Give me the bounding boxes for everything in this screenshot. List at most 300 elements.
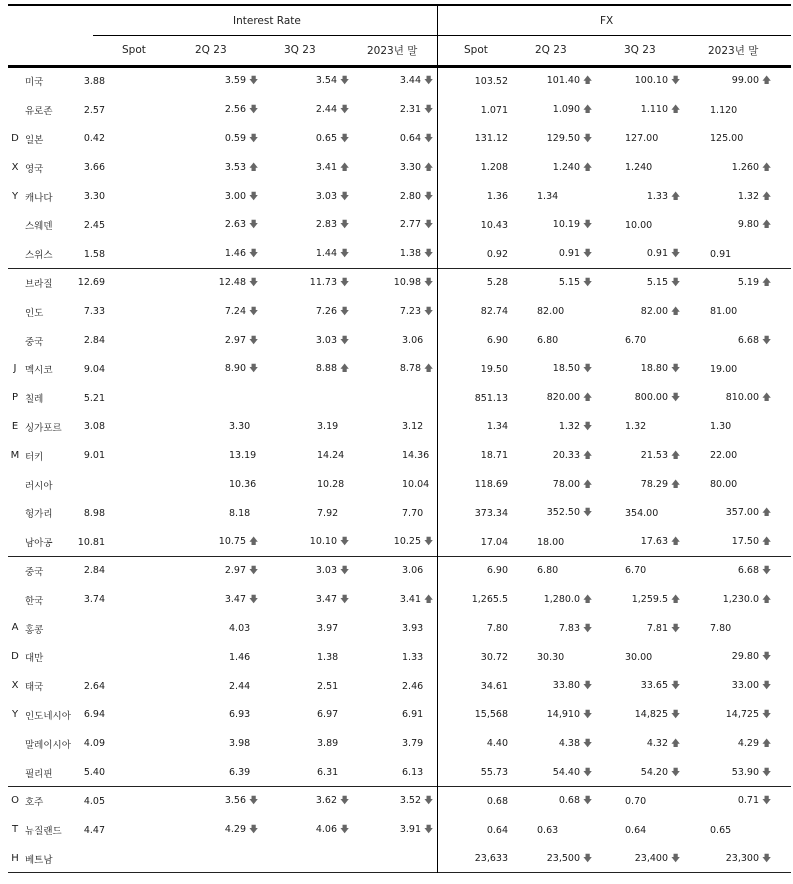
ir-cell-2 [310,275,349,291]
table-row [8,701,791,730]
fx-cell-3 [732,73,771,89]
arrow-down-icon: 🡇 [249,565,259,576]
arrow-down-icon: 🡇 [249,594,259,605]
table-bottom-rule [8,872,791,873]
cell-value: 10.75 [218,536,246,548]
arrow-down-icon: 🡇 [762,335,772,346]
cell-value: 127.00 [625,133,659,145]
fx-cell-0 [481,537,508,548]
cell-value: 6.68 [737,334,759,346]
cell-value: 1.33 [646,190,668,202]
arrow-down-icon: 🡇 [249,191,259,202]
arrow-up-icon: 🡅 [583,450,593,461]
cell-value: 1.38 [399,248,421,260]
fx-cell-3 [710,249,731,260]
country-name: 필리핀 [25,768,53,780]
ir-cell-2 [316,793,349,809]
fx-cell-1 [553,477,592,493]
fx-cell-3 [726,707,771,723]
cell-value: 7.70 [402,507,424,519]
arrow-down-icon: 🡇 [583,277,593,288]
cell-value: 352.50 [546,507,580,519]
fx-cell-2 [647,189,680,205]
cell-value: 53.90 [731,766,759,778]
header-bottom-rule [8,65,791,68]
arrow-down-icon: 🡇 [424,249,434,260]
cell-value: 3.08 [83,421,105,433]
group-label-letter: D [11,651,19,663]
cell-value: 2.44 [315,104,337,116]
cell-value: 6.90 [486,335,508,347]
ir-cell-3 [402,335,423,346]
ir-cell-0 [84,162,105,173]
table-row [8,643,791,672]
arrow-up-icon: 🡅 [583,594,593,605]
cell-value: 1.120 [710,104,738,116]
ir-cell-1 [229,709,250,720]
ir-cell-0 [84,105,105,116]
rates-fx-table [8,4,791,866]
table-row [8,729,791,758]
arrow-up-icon: 🡅 [671,537,681,548]
group-label-letter: A [11,622,19,634]
fx-cell-1 [559,419,592,435]
table-row [8,470,791,499]
cell-value: 54.20 [640,766,668,778]
cell-value: 9.80 [737,219,759,231]
country-name: 베트남 [25,854,53,866]
cell-value: 78.00 [552,478,580,490]
ir-cell-0 [84,508,105,519]
ir-cell-2 [317,508,338,519]
arrow-up-icon: 🡅 [249,537,259,548]
fx-cell-2 [635,73,680,89]
arrow-up-icon: 🡅 [762,162,772,173]
cell-value: 0.91 [710,248,732,260]
group-label-letter: E [11,421,19,432]
arrow-down-icon: 🡇 [424,796,434,807]
fx-cell-1 [553,361,592,377]
country-name: 대만 [25,653,44,665]
ir-cell-3 [400,361,433,377]
arrow-up-icon: 🡅 [424,364,434,375]
fx-cell-1 [547,707,592,723]
cell-value: 3.59 [224,75,246,87]
cell-value: 55.73 [480,767,508,779]
group-label-letter: X [11,680,19,692]
fx-cell-2 [625,565,646,576]
cell-value: 1.090 [552,104,580,116]
fx-cell-1 [547,131,592,147]
fx-cell-3 [738,563,771,579]
arrow-down-icon: 🡇 [249,277,259,288]
cell-value: 18.50 [552,363,580,375]
cell-value: 82.00 [640,305,668,317]
arrow-up-icon: 🡅 [762,537,772,548]
cell-value: 800.00 [634,392,668,404]
cell-value: 81.00 [710,306,738,318]
cell-value: 99.00 [731,75,759,87]
cell-value: 7.26 [315,305,337,317]
cell-value: 3.30 [229,421,251,433]
fx-cell-2 [625,335,646,346]
fx-cell-0 [487,335,508,346]
ir-cell-2 [317,709,338,720]
cell-value: 1.36 [486,191,508,203]
cell-value: 4.09 [83,738,105,750]
cell-value: 0.65 [315,132,337,144]
cell-value: 5.40 [83,767,105,779]
ir-cell-2 [316,563,349,579]
country-name: 칠레 [25,394,44,406]
fx-cell-3 [732,649,771,665]
cell-value: 3.30 [399,161,421,173]
ir-cell-0 [84,767,105,778]
ir-cell-0 [84,681,105,692]
arrow-down-icon: 🡇 [340,335,350,346]
fx-cell-3 [732,678,771,694]
ir-cell-2 [316,333,349,349]
fx-cell-0 [475,709,508,720]
cell-value: 2.31 [399,104,421,116]
fx-cell-0 [481,220,508,231]
fx-cell-1 [559,621,592,637]
cell-value: 3.88 [83,75,105,87]
section-title-interest-rate: Interest Rate [233,14,301,27]
fx-cell-2 [635,390,680,406]
cell-value: 1.33 [402,651,424,663]
cell-value: 820.00 [546,392,580,404]
arrow-down-icon: 🡇 [671,623,681,634]
fx-cell-3 [726,390,771,406]
col-fx-ye2023: 2023년 말 [708,44,759,57]
ir-cell-2 [316,73,349,89]
ir-cell-2 [316,361,349,377]
ir-cell-0 [84,796,105,807]
ir-cell-3 [402,450,429,461]
cell-value: 17.63 [640,536,668,548]
cell-value: 78.29 [640,478,668,490]
cell-value: 5.15 [558,276,580,288]
cell-value: 7.80 [486,623,508,635]
table-row [8,384,791,413]
fx-cell-3 [710,364,737,375]
country-name: 중국 [25,566,44,578]
fx-cell-2 [625,220,652,231]
arrow-down-icon: 🡇 [424,191,434,202]
cell-value: 30.30 [537,651,565,663]
fx-cell-2 [625,133,658,144]
ir-cell-3 [400,160,433,176]
cell-value: 8.90 [224,363,246,375]
fx-cell-0 [487,623,508,634]
ir-cell-3 [400,793,433,809]
cell-value: 1.34 [537,191,559,203]
cell-value: 3.12 [402,421,424,433]
arrow-down-icon: 🡇 [671,681,681,692]
cell-value: 30.72 [480,651,508,663]
cell-value: 3.06 [402,565,424,577]
arrow-down-icon: 🡇 [340,537,350,548]
fx-cell-3 [732,765,771,781]
arrow-down-icon: 🡇 [249,133,259,144]
country-name: 홍콩 [25,624,44,636]
cell-value: 2.83 [315,219,337,231]
arrow-up-icon: 🡅 [340,162,350,173]
arrow-up-icon: 🡅 [762,76,772,87]
country-name: 인도네시아 [25,710,71,722]
cell-value: 3.03 [315,334,337,346]
table-row [8,499,791,528]
arrow-down-icon: 🡇 [340,133,350,144]
cell-value: 0.68 [486,795,508,807]
cell-value: 6.90 [486,565,508,577]
cell-value: 3.47 [224,593,246,605]
arrow-down-icon: 🡇 [583,508,593,519]
table-row [8,528,791,557]
ir-cell-3 [402,681,423,692]
country-name: 일본 [25,134,44,146]
fx-cell-2 [647,275,680,291]
fx-cell-2 [641,678,680,694]
ir-cell-1 [225,822,258,838]
country-name: 인도 [25,307,44,319]
col-fx-2q23: 2Q 23 [535,44,567,56]
arrow-down-icon: 🡇 [671,364,681,375]
cell-value: 0.68 [558,795,580,807]
cell-value: 4.29 [224,824,246,836]
fx-cell-2 [641,304,680,320]
fx-cell-3 [732,534,771,550]
ir-cell-2 [316,246,349,262]
arrow-down-icon: 🡇 [583,738,593,749]
fx-cell-1 [553,448,592,464]
group-label-letter: X [11,161,19,173]
arrow-down-icon: 🡇 [583,681,593,692]
arrow-up-icon: 🡅 [424,594,434,605]
cell-value: 1.30 [710,421,732,433]
cell-value: 33.65 [640,680,668,692]
cell-value: 82.74 [480,306,508,318]
cell-value: 23,500 [546,852,580,864]
fx-cell-1 [537,825,558,836]
group-label-letter: D [11,133,19,144]
group-divider [8,268,791,269]
cell-value: 8.88 [315,363,337,375]
fx-cell-2 [625,421,646,432]
ir-cell-0 [84,335,105,346]
cell-value: 10.00 [625,219,653,231]
ir-cell-0 [78,277,105,288]
fx-cell-2 [625,825,646,836]
ir-cell-2 [316,822,349,838]
cell-value: 100.10 [634,75,668,87]
cell-value: 1,230.0 [722,593,759,605]
cell-value: 12.48 [218,276,246,288]
fx-cell-0 [487,796,508,807]
cell-value: 3.79 [402,738,424,750]
fx-cell-0 [481,306,508,317]
ir-cell-2 [316,102,349,118]
cell-value: 8.18 [229,507,251,519]
cell-value: 2.84 [83,565,105,577]
arrow-down-icon: 🡇 [583,421,593,432]
arrow-down-icon: 🡇 [249,364,259,375]
cell-value: 17.04 [480,536,508,548]
country-name: 태국 [25,682,44,694]
fx-cell-2 [641,534,680,550]
ir-cell-3 [400,73,433,89]
fx-cell-3 [710,825,731,836]
group-label-letter: Y [11,190,19,202]
ir-cell-0 [84,306,105,317]
country-name: 호주 [25,797,44,809]
cell-value: 54.40 [552,766,580,778]
cell-value: 6.70 [625,565,647,577]
cell-value: 1.38 [317,651,339,663]
cell-value: 3.06 [402,335,424,347]
arrow-up-icon: 🡅 [583,162,593,173]
country-name: 뉴질랜드 [25,826,62,838]
table-row [8,787,791,816]
fx-cell-0 [475,479,508,490]
fx-cell-0 [487,277,508,288]
fx-cell-0 [481,364,508,375]
cell-value: 0.63 [537,824,559,836]
ir-cell-0 [84,709,105,720]
cell-value: 34.61 [480,680,508,692]
cell-value: 10.81 [77,536,105,548]
arrow-up-icon: 🡅 [583,393,593,404]
cell-value: 5.19 [737,276,759,288]
table-row [8,182,791,211]
cell-value: 82.00 [537,306,565,318]
group-label-letter: J [13,363,17,375]
col-ir-spot: Spot [122,44,146,56]
ir-cell-1 [229,652,250,663]
fx-cell-3 [738,189,771,205]
cell-value: 3.93 [402,623,424,635]
arrow-down-icon: 🡇 [583,853,593,864]
cell-value: 810.00 [725,392,759,404]
cell-value: 1.34 [486,421,508,433]
arrow-down-icon: 🡇 [583,133,593,144]
fx-cell-0 [475,853,508,864]
fx-cell-3 [732,160,771,176]
ir-cell-3 [394,534,433,550]
arrow-up-icon: 🡅 [671,479,681,490]
group-label-letter: H [11,853,19,865]
arrow-up-icon: 🡅 [671,306,681,317]
ir-cell-3 [402,709,423,720]
cell-value: 2.97 [224,334,246,346]
ir-cell-3 [402,767,423,778]
ir-cell-1 [225,131,258,147]
table-row [8,67,791,96]
ir-cell-3 [400,822,433,838]
cell-value: 18.71 [480,450,508,462]
arrow-down-icon: 🡇 [340,796,350,807]
cell-value: 10.28 [317,479,345,491]
arrow-down-icon: 🡇 [762,796,772,807]
ir-cell-1 [229,508,250,519]
fx-cell-0 [481,105,508,116]
arrow-up-icon: 🡅 [424,162,434,173]
cell-value: 3.62 [315,795,337,807]
arrow-down-icon: 🡇 [249,796,259,807]
arrow-down-icon: 🡇 [340,306,350,317]
cell-value: 0.91 [558,248,580,260]
arrow-down-icon: 🡇 [583,249,593,260]
fx-cell-0 [481,162,508,173]
cell-value: 1,280.0 [543,593,580,605]
arrow-down-icon: 🡇 [671,393,681,404]
arrow-down-icon: 🡇 [340,565,350,576]
cell-value: 2.56 [224,104,246,116]
ir-cell-1 [229,767,250,778]
ir-cell-3 [402,623,423,634]
cell-value: 22.00 [710,450,738,462]
cell-value: 101.40 [546,75,580,87]
country-name: 유로존 [25,106,53,118]
cell-value: 14,825 [634,708,668,720]
ir-cell-3 [402,738,423,749]
arrow-down-icon: 🡇 [671,76,681,87]
cell-value: 6.13 [402,767,424,779]
ir-cell-1 [225,592,258,608]
fx-cell-1 [537,537,564,548]
ir-cell-3 [402,508,423,519]
fx-cell-2 [641,765,680,781]
cell-value: 354.00 [625,507,659,519]
ir-cell-2 [316,304,349,320]
fx-cell-1 [547,851,592,867]
ir-cell-1 [219,534,258,550]
fx-cell-3 [738,333,771,349]
arrow-down-icon: 🡇 [340,191,350,202]
ir-cell-2 [317,450,344,461]
table-row [8,441,791,470]
fx-cell-2 [632,592,680,608]
ir-cell-1 [225,217,258,233]
fx-cell-0 [475,393,508,404]
fx-cell-0 [487,421,508,432]
ir-cell-3 [394,275,433,291]
arrow-down-icon: 🡇 [249,306,259,317]
table-row [8,269,791,298]
cell-value: 125.00 [710,133,744,145]
cell-value: 3.74 [83,594,105,606]
arrow-down-icon: 🡇 [762,767,772,778]
cell-value: 0.70 [625,795,647,807]
arrow-down-icon: 🡇 [583,796,593,807]
ir-cell-1 [229,623,250,634]
arrow-down-icon: 🡇 [249,335,259,346]
table-row [8,585,791,614]
ir-cell-1 [225,246,258,262]
cell-value: 103.52 [474,75,508,87]
cell-value: 19.00 [710,363,738,375]
cell-value: 4.29 [737,737,759,749]
arrow-down-icon: 🡇 [671,709,681,720]
cell-value: 0.59 [224,132,246,144]
ir-cell-3 [400,304,433,320]
cell-value: 3.41 [399,593,421,605]
cell-value: 0.91 [646,248,668,260]
arrow-down-icon: 🡇 [671,853,681,864]
arrow-down-icon: 🡇 [583,364,593,375]
arrow-down-icon: 🡇 [249,249,259,260]
